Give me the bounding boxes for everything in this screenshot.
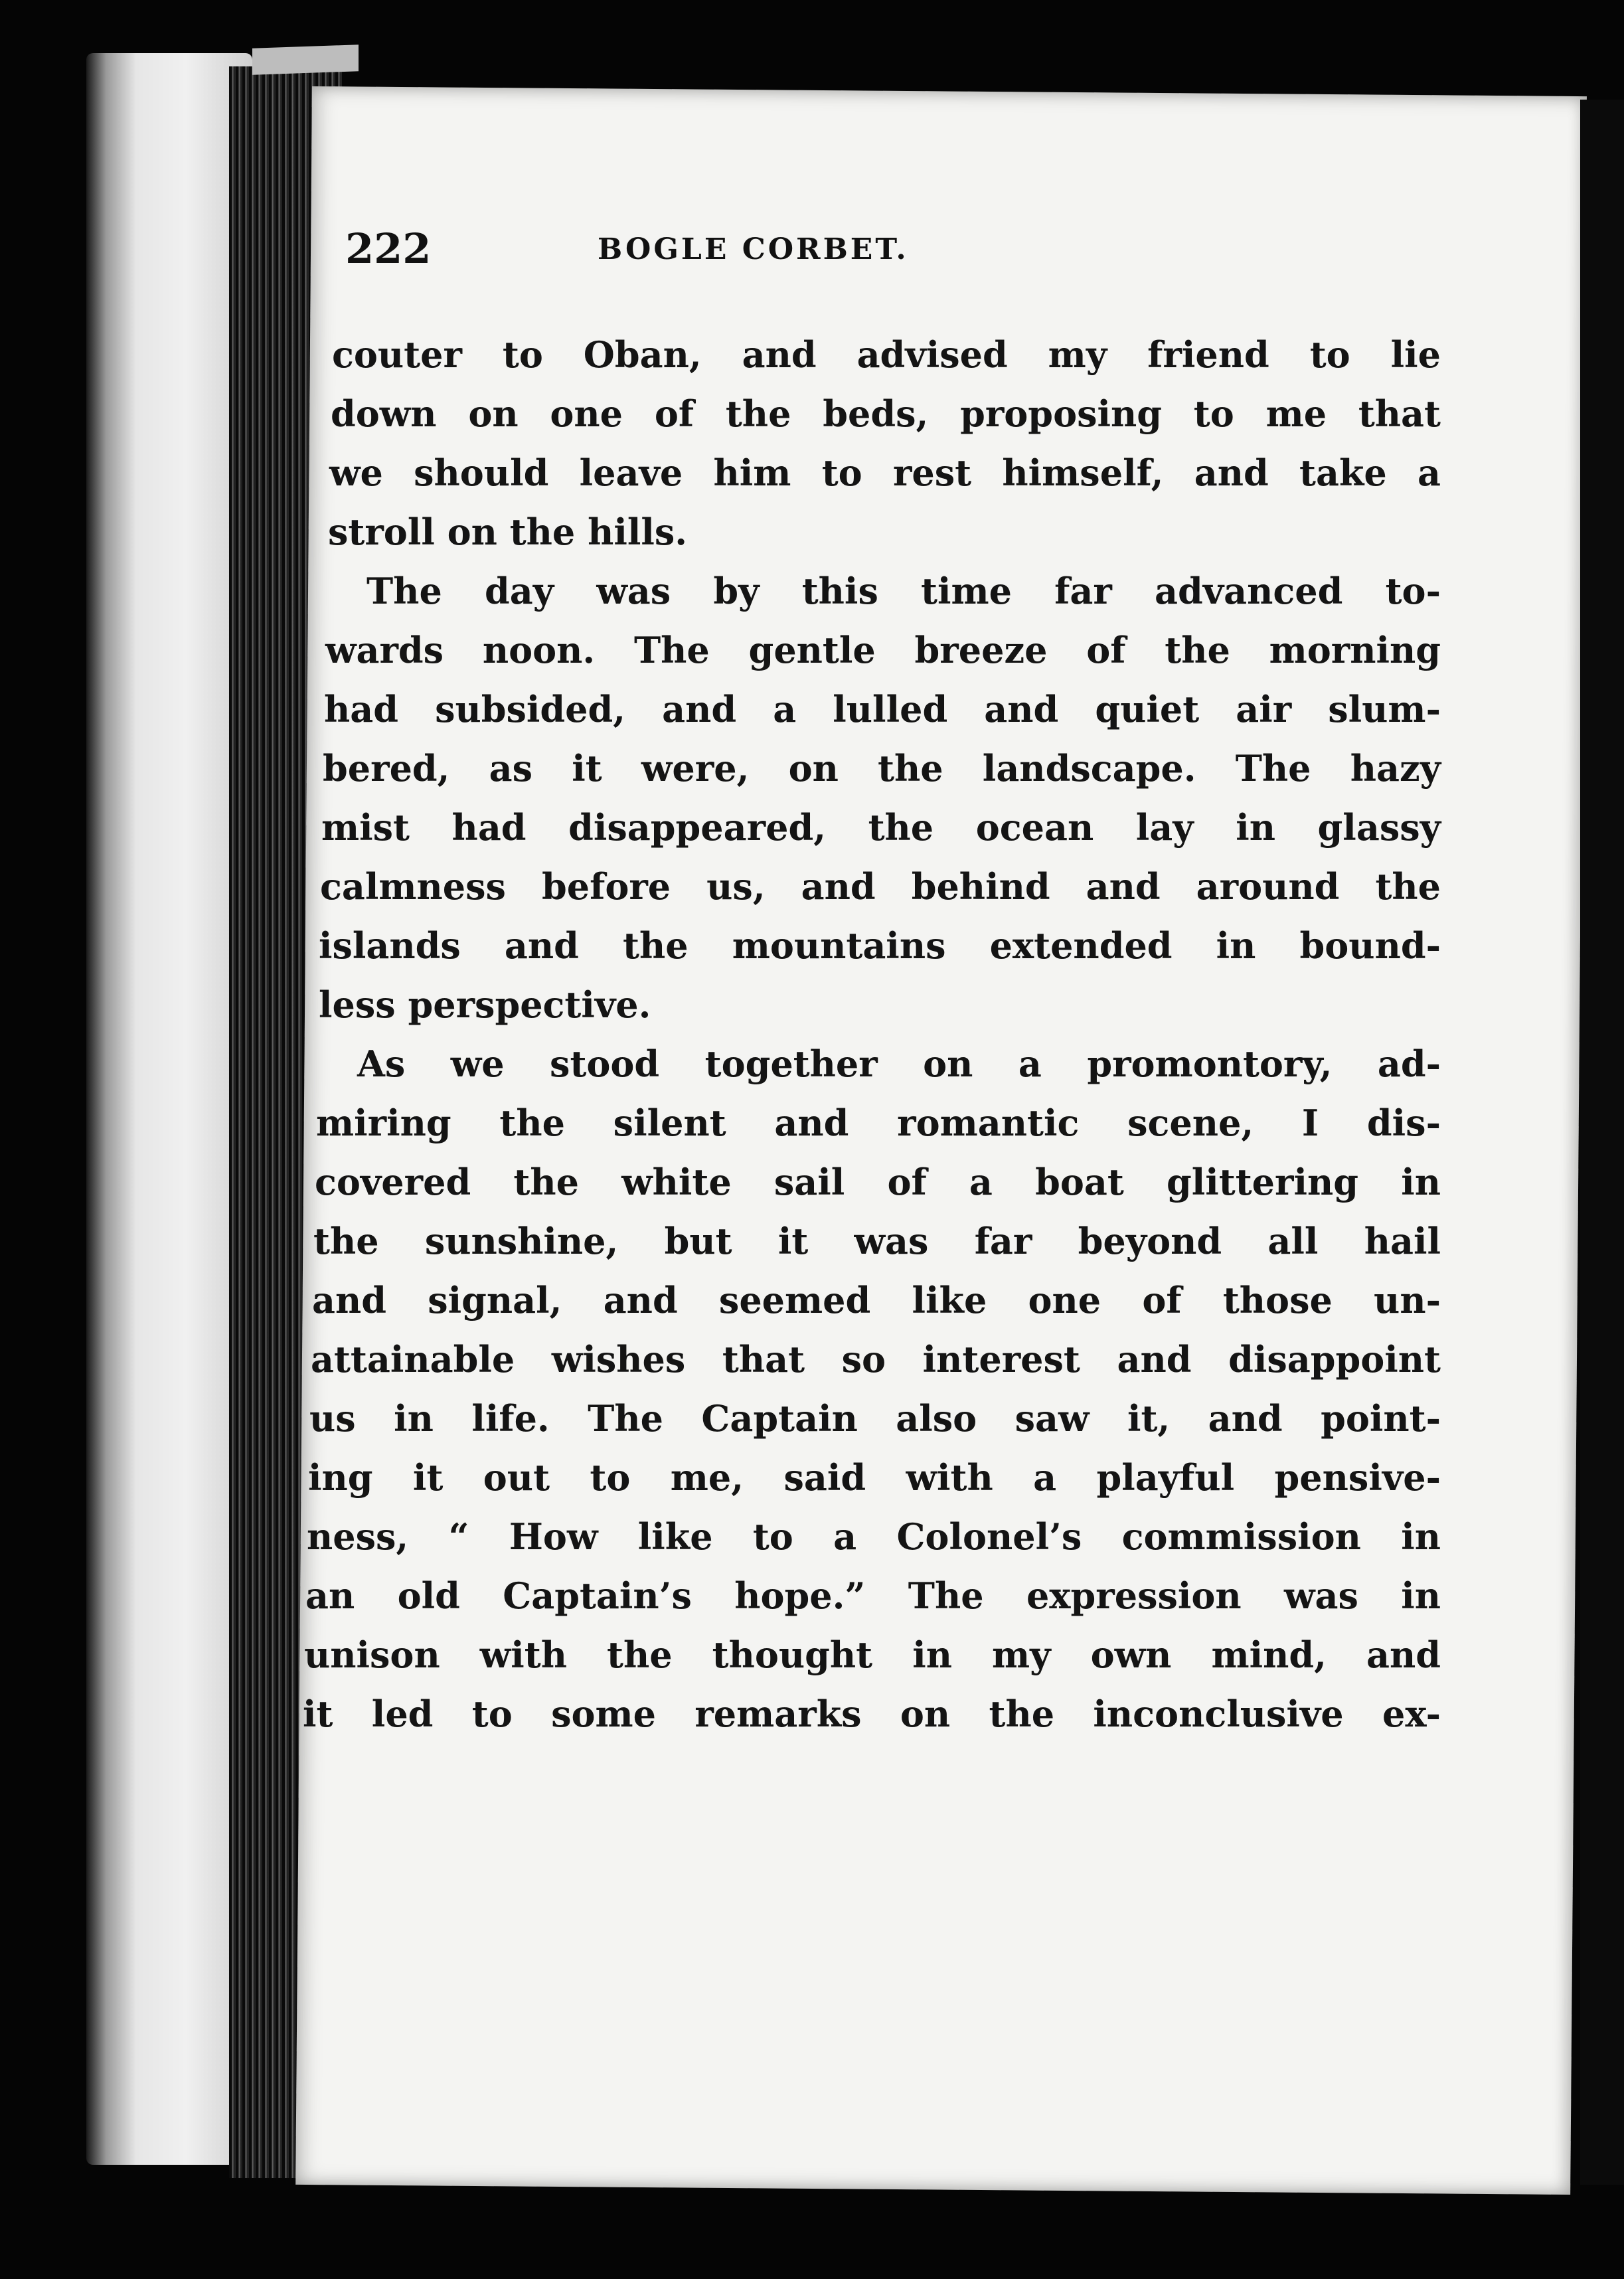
text-line: couter to Oban, and advised my friend to lie: [332, 333, 1441, 376]
text-line: less perspective.: [319, 983, 651, 1026]
text-line: mist had disappeared, the ocean lay in glassy: [321, 806, 1441, 849]
text-line: calmness before us, and behind and around the: [320, 865, 1441, 908]
page-header: [345, 224, 1208, 284]
text-line: it led to some remarks on the inconclusive ex-: [303, 1693, 1441, 1735]
text-line: an old Captain’s hope.” The expression was in: [305, 1574, 1441, 1617]
text-line: us in life. The Captain also saw it, and point-: [309, 1397, 1441, 1440]
text-line: had subsided, and a lulled and quiet air slum-: [324, 688, 1441, 730]
page-number: 222: [345, 224, 432, 273]
text-line: islands and the mountains extended in bound-: [319, 924, 1441, 967]
text-line: we should leave him to rest himself, and take a: [329, 452, 1441, 494]
text-line: The day was by this time far advanced to-: [366, 570, 1441, 612]
text-line: ing it out to me, said with a playful pensive-: [308, 1456, 1441, 1499]
running-title: BOGLE CORBET.: [598, 232, 909, 266]
text-line: unison with the thought in my own mind, and: [304, 1634, 1441, 1676]
text-line: miring the silent and romantic scene, I dis-: [316, 1102, 1441, 1144]
text-line: stroll on the hills.: [328, 511, 688, 553]
text-line: and signal, and seemed like one of those un-: [312, 1279, 1441, 1321]
page-right-shadow: [1580, 100, 1624, 2185]
text-line: the sunshine, but it was far beyond all hail: [313, 1220, 1441, 1262]
text-line: wards noon. The gentle breeze of the morning: [325, 629, 1441, 671]
body-text: [303, 325, 1441, 1744]
text-line: As we stood together on a promontory, ad-: [357, 1043, 1441, 1085]
text-line: down on one of the beds, proposing to me that: [331, 392, 1441, 435]
text-line: ness, “ How like to a Colonel’s commission in: [307, 1515, 1441, 1558]
book-left-edge: [86, 53, 252, 2165]
text-line: bered, as it were, on the landscape. The hazy: [323, 747, 1441, 790]
text-line: covered the white sail of a boat glittering in: [315, 1161, 1441, 1203]
spine-strip: [252, 44, 359, 75]
text-line: attainable wishes that so interest and disappoint: [311, 1338, 1441, 1381]
